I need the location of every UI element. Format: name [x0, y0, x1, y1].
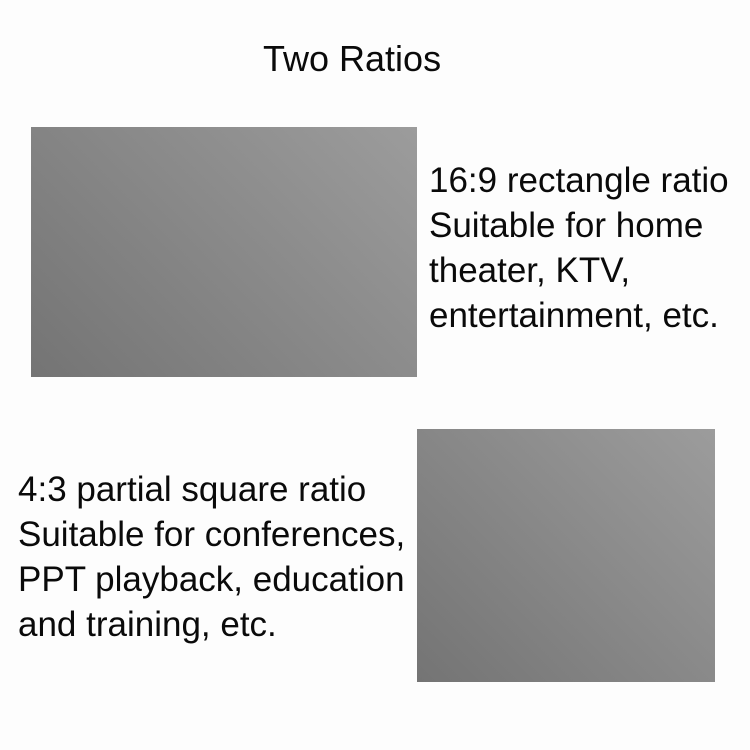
description-line: 16:9 rectangle ratio: [429, 161, 729, 200]
description-line: PPT playback, education: [18, 560, 405, 599]
description-line: Suitable for home: [429, 206, 704, 245]
description-line: entertainment, etc.: [429, 296, 719, 335]
screen-4-3-preview: [417, 429, 715, 682]
description-line: theater, KTV,: [429, 251, 631, 290]
description-line: 4:3 partial square ratio: [18, 470, 367, 509]
description-line: and training, etc.: [18, 605, 277, 644]
page-title: Two Ratios: [263, 38, 442, 79]
screen-16-9-preview: [31, 127, 417, 377]
description-line: Suitable for conferences,: [18, 515, 406, 554]
ratio-4-3-description: [18, 467, 405, 647]
ratio-16-9-description: [429, 158, 729, 338]
